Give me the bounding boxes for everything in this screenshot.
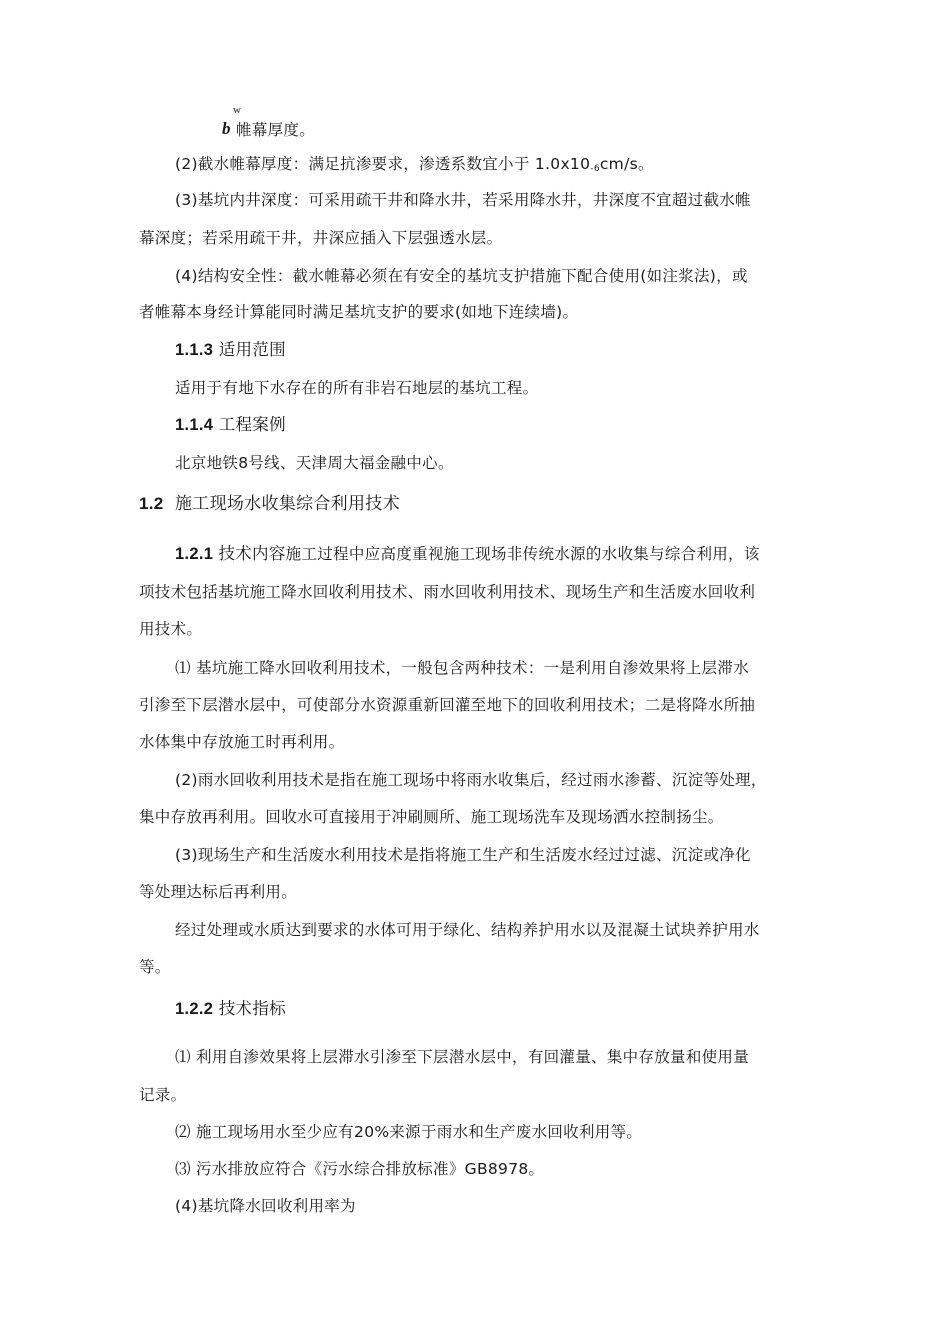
sec122-item-2: ⑵ 施工现场用水至少应有20%来源于雨水和生产废水回收利用等。 [175, 1123, 643, 1141]
symbol-variable: b [222, 119, 231, 138]
sec121-p1-line-2: 引渗至下层潜水层中，可使部分水资源重新回灌至地下的回收利用技术；二是将降水所抽 [139, 696, 756, 714]
sec113-body: 适用于有地下水存在的所有非岩石地层的基坑工程。 [175, 379, 539, 397]
item-4-line-2: 者帷幕本身经计算能同时满足基坑支护的要求(如地下连续墙)。 [139, 303, 579, 321]
sec114-body: 北京地铁8号线、天津周大福金融中心。 [175, 454, 454, 472]
sec122-item-4: (4)基坑降水回收利用率为 [175, 1197, 356, 1215]
heading-1-2-2: 1.2.2 技术指标 [175, 999, 286, 1018]
sec121-line-1: 1.2.1 技术内容施工过程中应高度重视施工现场非传统水源的水收集与综合利用，该 [175, 544, 760, 563]
sec121-line-3: 用技术。 [139, 620, 203, 638]
sec121-p3-line-2: 等处理达标后再利用。 [139, 883, 298, 901]
symbol-subscript: w [233, 104, 241, 116]
sec121-p1-line-3: 水体集中存放施工时再利用。 [139, 733, 345, 751]
item-2-line: (2)截水帷幕厚度：满足抗渗要求，渗透系数宜小于 1.0x10-6cm/s。 [175, 155, 654, 174]
item-3-line-2: 幕深度；若采用疏干井，井深应插入下层强透水层。 [139, 229, 503, 247]
sec121-p2-line-2: 集中存放再利用。回收水可直接用于冲刷厕所、施工现场洗车及现场洒水控制扬尘。 [139, 808, 724, 826]
sec121-p2-line-1: (2)雨水回收利用技术是指在施工现场中将雨水收集后，经过雨水渗蓄、沉淀等处理， [175, 771, 767, 789]
sec121-p3-line-1: (3)现场生产和生活废水利用技术是指将施工生产和生活废水经过过滤、沉淀或净化 [175, 846, 751, 864]
sec121-p4-line-2: 等。 [139, 958, 171, 976]
heading-1-2: 1.2 施工现场水收集综合利用技术 [139, 494, 400, 514]
sec122-item-3: ⑶ 污水排放应符合《污水综合排放标准》GB8978。 [175, 1160, 545, 1178]
sec122-item-1-line-2: 记录。 [139, 1086, 187, 1104]
sec121-line-2: 项技术包括基坑施工降水回收利用技术、雨水回收利用技术、现场生产和生活废水回收利 [139, 583, 756, 601]
item-4-line-1: (4)结构安全性：截水帷幕必须在有安全的基坑支护措施下配合使用(如注浆法)，或 [175, 267, 748, 285]
heading-1-1-3: 1.1.3 适用范围 [175, 340, 286, 359]
sec122-item-1-line-1: ⑴ 利用自渗效果将上层滞水引渗至下层潜水层中，有回灌量、集中存放量和使用量 [175, 1048, 750, 1066]
heading-1-1-4: 1.1.4 工程案例 [175, 415, 286, 434]
sec121-p4-line-1: 经过处理或水质达到要求的水体可用于绿化、结构养护用水以及混凝土试块养护用水 [175, 921, 760, 939]
item-3-line-1: (3)基坑内井深度：可采用疏干井和降水井，若采用降水井，井深度不宜超过截水帷 [175, 191, 751, 209]
symbol-definition: 帷幕厚度。 [236, 121, 316, 139]
sec121-p1-line-1: ⑴ 基坑施工降水回收利用技术，一般包含两种技术：一是利用自渗效果将上层滞水 [175, 659, 750, 677]
